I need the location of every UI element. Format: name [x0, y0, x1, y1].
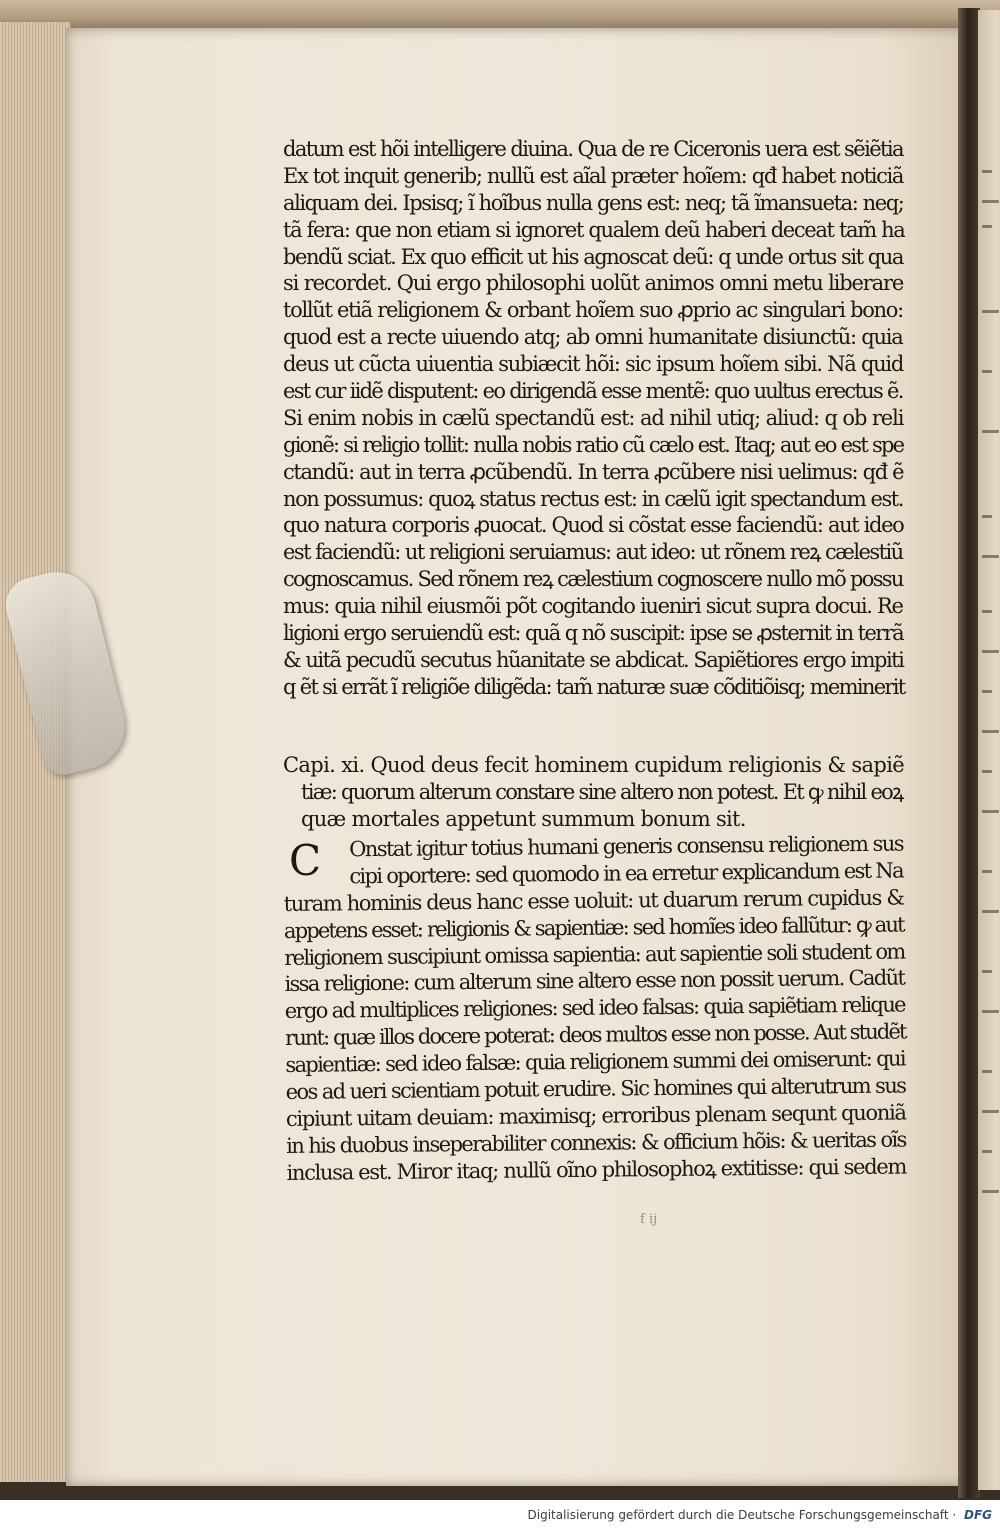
facing-page-text-fragment	[982, 910, 999, 913]
dfg-logo: DFG	[963, 1508, 992, 1522]
decorative-initial: C	[289, 836, 322, 885]
text-line: issa religione: cum alterum sine altero esse non possit uerum. Cadũt	[284, 965, 905, 997]
facing-page-text-fragment	[982, 870, 992, 873]
book-top-edge	[0, 0, 1000, 30]
text-line: mus: quia nihil eiusmõi põt cogitando iueniri sicut supra docui. Re	[283, 594, 903, 619]
facing-page-text-fragment	[982, 1150, 992, 1153]
text-line: cipiunt uitam deuiam: maximisq; erroribus plenam sequnt quoniã	[285, 1100, 906, 1131]
text-line: ligioni ergo seruiendũ est: quã q nõ suscipit: ipse se ꝓsternit in terrã	[283, 621, 904, 646]
text-line: in his duobus inseperabiliter connexis: & officium hõis: & ueritas oĩs	[286, 1127, 906, 1158]
text-line: ctandũ: aut in terra ꝓcũbendũ. In terra ꝓcũbere nisi uelimus: qđ ẽ	[283, 459, 904, 484]
text-line: & uitã pecudũ secutus hũanitate se abdicat. Sapiẽtiores ergo impiti	[283, 647, 904, 672]
text-line: tollũt etiã religionem & orbant hoĩem suo ꝓprio ac singulari bono:	[283, 298, 903, 323]
facing-page-text-fragment	[982, 730, 999, 733]
text-line: ergo ad multiplices religiones: sed ideo falsas: quia sapiẽtiam relique	[284, 992, 905, 1024]
facing-page-text-fragment	[982, 170, 992, 173]
facing-page-text-fragment	[982, 430, 999, 433]
text-line: appetens esset: religionis & sapientiæ: sed homĩes ideo fallũtur: ꝙ aut	[283, 912, 904, 943]
text-line: aliquam dei. Ipsisq; ĩ hoĩbus nulla gens est: neq; tã ĩmansueta: neq;	[283, 190, 904, 215]
footer-credit	[528, 1508, 992, 1522]
facing-page-text-fragment	[982, 690, 992, 693]
text-line: si recordet. Qui ergo philosophi uolũt animos omni metu liberare	[283, 271, 904, 296]
text-line: quo natura corporis ꝓuocat. Quod si cõstat esse faciendũ: aut ideo	[283, 513, 904, 538]
facing-page-text-fragment	[982, 610, 992, 613]
text-line: datum est hõi intelligere diuina. Qua de re Ciceronis uera est sẽiẽtia	[283, 137, 903, 161]
signature-mark: f ij	[640, 1212, 658, 1227]
facing-page-text-fragment	[982, 200, 999, 203]
text-line: bendũ sciat. Ex quo efficit ut his agnoscat deũ: q unde ortus sit qua	[283, 244, 903, 269]
text-line: Si enim nobis in cælũ spectandũ est: ad nihil utiq; aliud: q ob reli	[283, 405, 904, 430]
facing-page-text-fragment	[982, 970, 992, 973]
footer-credit-text: Digitalisierung gefördert durch die Deutsche Forschungsgemeinschaft ·	[527, 1508, 957, 1522]
text-line: Onstat igitur totius humani generis consensu religionem sus	[349, 831, 904, 862]
facing-page-text-fragment	[982, 1110, 999, 1113]
text-line: deus ut cũcta uiuentia subiæcit hõi: sic ipsum hoĩem sibi. Nã quid	[283, 352, 904, 377]
text-line: est cur iidẽ disputent: eo dirigendã esse mentẽ: quo uultus erectus ẽ.	[283, 379, 903, 404]
facing-page-text-fragment	[982, 1070, 992, 1073]
text-line: runt: quæ illos docere poterat: deos multos esse non posse. Aut studẽt	[284, 1019, 906, 1051]
facing-page-text-fragment	[982, 370, 992, 373]
text-line: est faciendũ: ut religioni seruiamus: aut ideo: ut rõnem reꝝ cælestiũ	[283, 540, 903, 565]
text-line: quod est a recte uiuendo atq; ab omni humanitate disiunctũ: quia	[283, 325, 903, 350]
paragraph-1	[283, 136, 923, 701]
text-line: tiæ: quorum alterum constare sine altero non potest. Et ꝙ nihil eoꝝ	[301, 779, 903, 804]
text-line: eos ad ueri scientiam potuit erudire. Sic homines qui alterutrum sus	[285, 1073, 906, 1105]
facing-page-edge	[978, 10, 1000, 1490]
text-line: q ẽt si errãt ĩ religiõe diligẽda: tam̃ naturæ suæ cõditiõisq; meminerit	[283, 674, 905, 699]
text-line: tã fera: que non etiam si ignoret qualem deũ haberi deceat tam̃ ha	[283, 217, 905, 242]
facing-page-text-fragment	[982, 810, 999, 813]
facing-page-text-fragment	[982, 310, 999, 313]
facing-page-text-fragment	[982, 225, 992, 228]
paragraph-2	[283, 830, 927, 1186]
text-line: cognoscamus. Sed rõnem reꝝ cælestium cognoscere nullo mõ possu	[283, 567, 903, 592]
text-line: religionem suscipiunt omissa sapientia: aut sapientie soli student om	[284, 939, 905, 970]
text-line: non possumus: quoꝝ status rectus est: in cælũ igit spectandum est.	[283, 486, 904, 511]
text-line: Capi. xi. Quod deus fecit hominem cupidum religionis & sapiẽ	[283, 753, 905, 777]
text-line: quæ mortales appetunt summum bonum sit.	[301, 806, 746, 831]
facing-page-text-fragment	[982, 555, 999, 558]
facing-page-text-fragment	[982, 770, 992, 773]
facing-page-text-fragment	[982, 1190, 999, 1193]
chapter-heading	[283, 752, 923, 833]
facing-page-text-fragment	[982, 1010, 999, 1013]
facing-page-text-fragment	[982, 515, 992, 518]
footer-bar	[0, 1500, 1000, 1532]
text-line: gionẽ: si religio tollit: nulla nobis ratio cũ cælo est. Itaq; aut eo est spe	[283, 432, 904, 457]
text-line: sapientiæ: sed ideo falsæ: quia religionem summi dei omiserunt: qui	[285, 1046, 905, 1078]
facing-page-text-fragment	[982, 650, 999, 653]
book-gutter	[958, 8, 980, 1498]
text-line: inclusa est. Miror itaq; nullũ oĩno philosophoꝝ extitisse: qui sedem	[286, 1154, 907, 1185]
text-line: cipi oportere: sed quomodo in ea erretur explicandum est Na	[349, 858, 904, 889]
text-line: turam hominis deus hanc esse uoluit: ut duarum rerum cupidus &	[283, 885, 904, 916]
text-line: Ex tot inquit generib; nullũ est aĩal præter hoĩem: qđ habet noticiã	[283, 163, 904, 188]
